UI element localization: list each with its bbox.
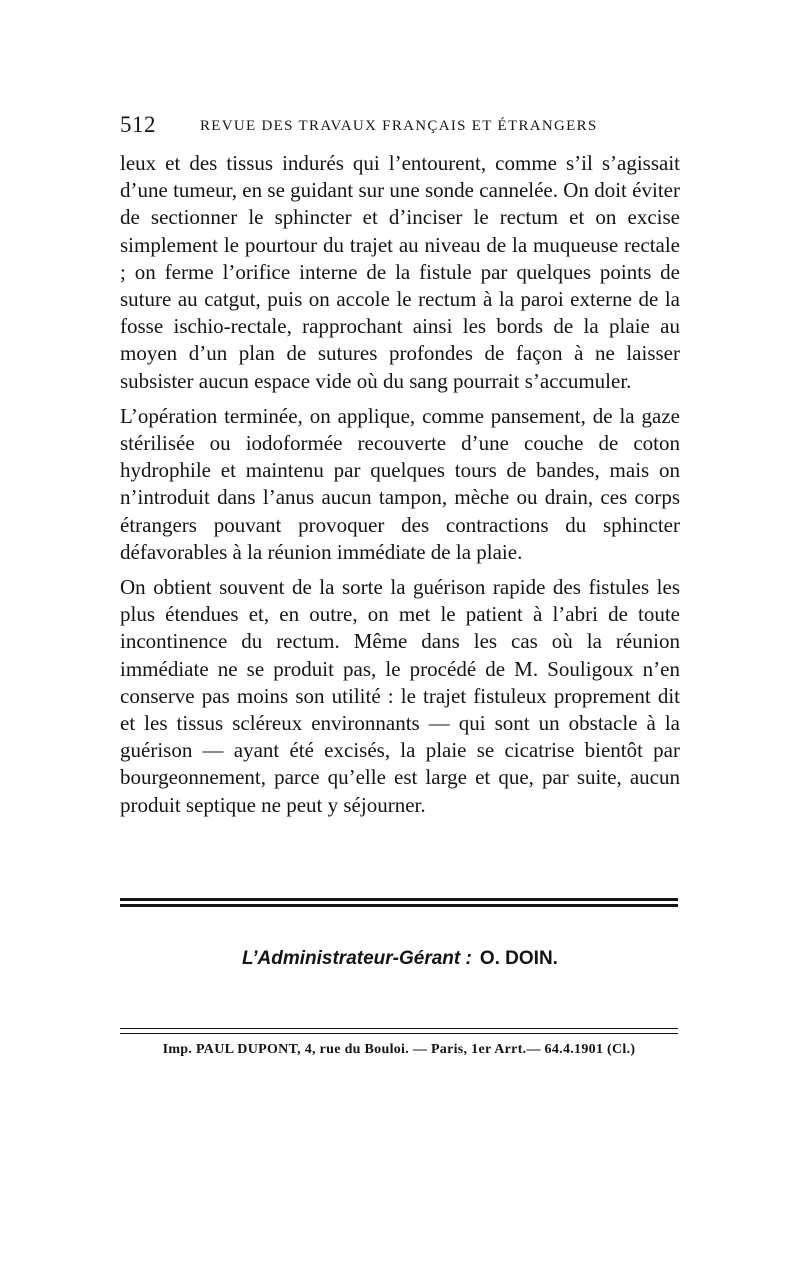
imprint-rule-top <box>120 1028 678 1029</box>
imprint-rule-bottom <box>120 1033 678 1034</box>
paragraph-2: L’opération terminée, on applique, comme pansement, de la gaze stérilisée ou iodoformée recouverte d’une couche de coton hydrophile et maintenu par quelques tours de bandes, mais on n’introduit dans l’anus aucun tampon, mèche ou drain, ces corps étrangers pouvant provoquer des contractions du sphincter défavorables à la réunion immédiate de la plaie. <box>120 403 680 564</box>
double-rule-bottom-line <box>120 904 678 907</box>
signature-line <box>120 948 680 970</box>
body-text <box>120 150 680 819</box>
signature-name: O. DOIN. <box>479 948 558 969</box>
signature-role: L’Administrateur-Gérant : <box>242 948 472 969</box>
paragraph-1: leux et des tissus indurés qui l’entourent, comme s’il s’agissait d’une tumeur, en se guidant sur une sonde cannelée. On doit éviter de sectionner le sphincter et d’inciser le rectum et on excise simplement le pourtour du trajet au niveau de la muqueuse rectale ; on ferme l’orifice interne de la fistule par quelques points de suture au catgut, puis on accole le rectum à la paroi externe de la fosse ischio-rectale, rapprochant ainsi les bords de la plaie au moyen d’un plan de sutures profondes de façon à ne laisser subsister aucun espace vide où du sang pourrait s’accumuler. <box>120 151 680 393</box>
double-rule-top-line <box>120 898 678 901</box>
running-head: REVUE DES TRAVAUX FRANÇAIS ET ÉTRANGERS <box>200 118 598 134</box>
printer-imprint: Imp. PAUL DUPONT, 4, rue du Bouloi. — Paris, 1er Arrt.— 64.4.1901 (Cl.) <box>162 1042 636 1057</box>
paragraph-3: On obtient souvent de la sorte la guérison rapide des fistules les plus étendues et, en outre, on met le patient à l’abri de toute incontinence du rectum. Même dans les cas où la réunion immédiate ne se produit pas, le procédé de M. Souligoux n’en conserve pas moins son utilité : le trajet fistuleux proprement dit et les tissus scléreux environnants — qui sont un obstacle à la guérison — ayant été excisés, la plaie se cicatrise bientôt par bourgeonnement, parce qu’elle est large et que, par suite, aucun produit septique ne peut y séjourner. <box>120 575 680 817</box>
page-header <box>120 112 680 142</box>
page-number: 512 <box>120 112 156 137</box>
